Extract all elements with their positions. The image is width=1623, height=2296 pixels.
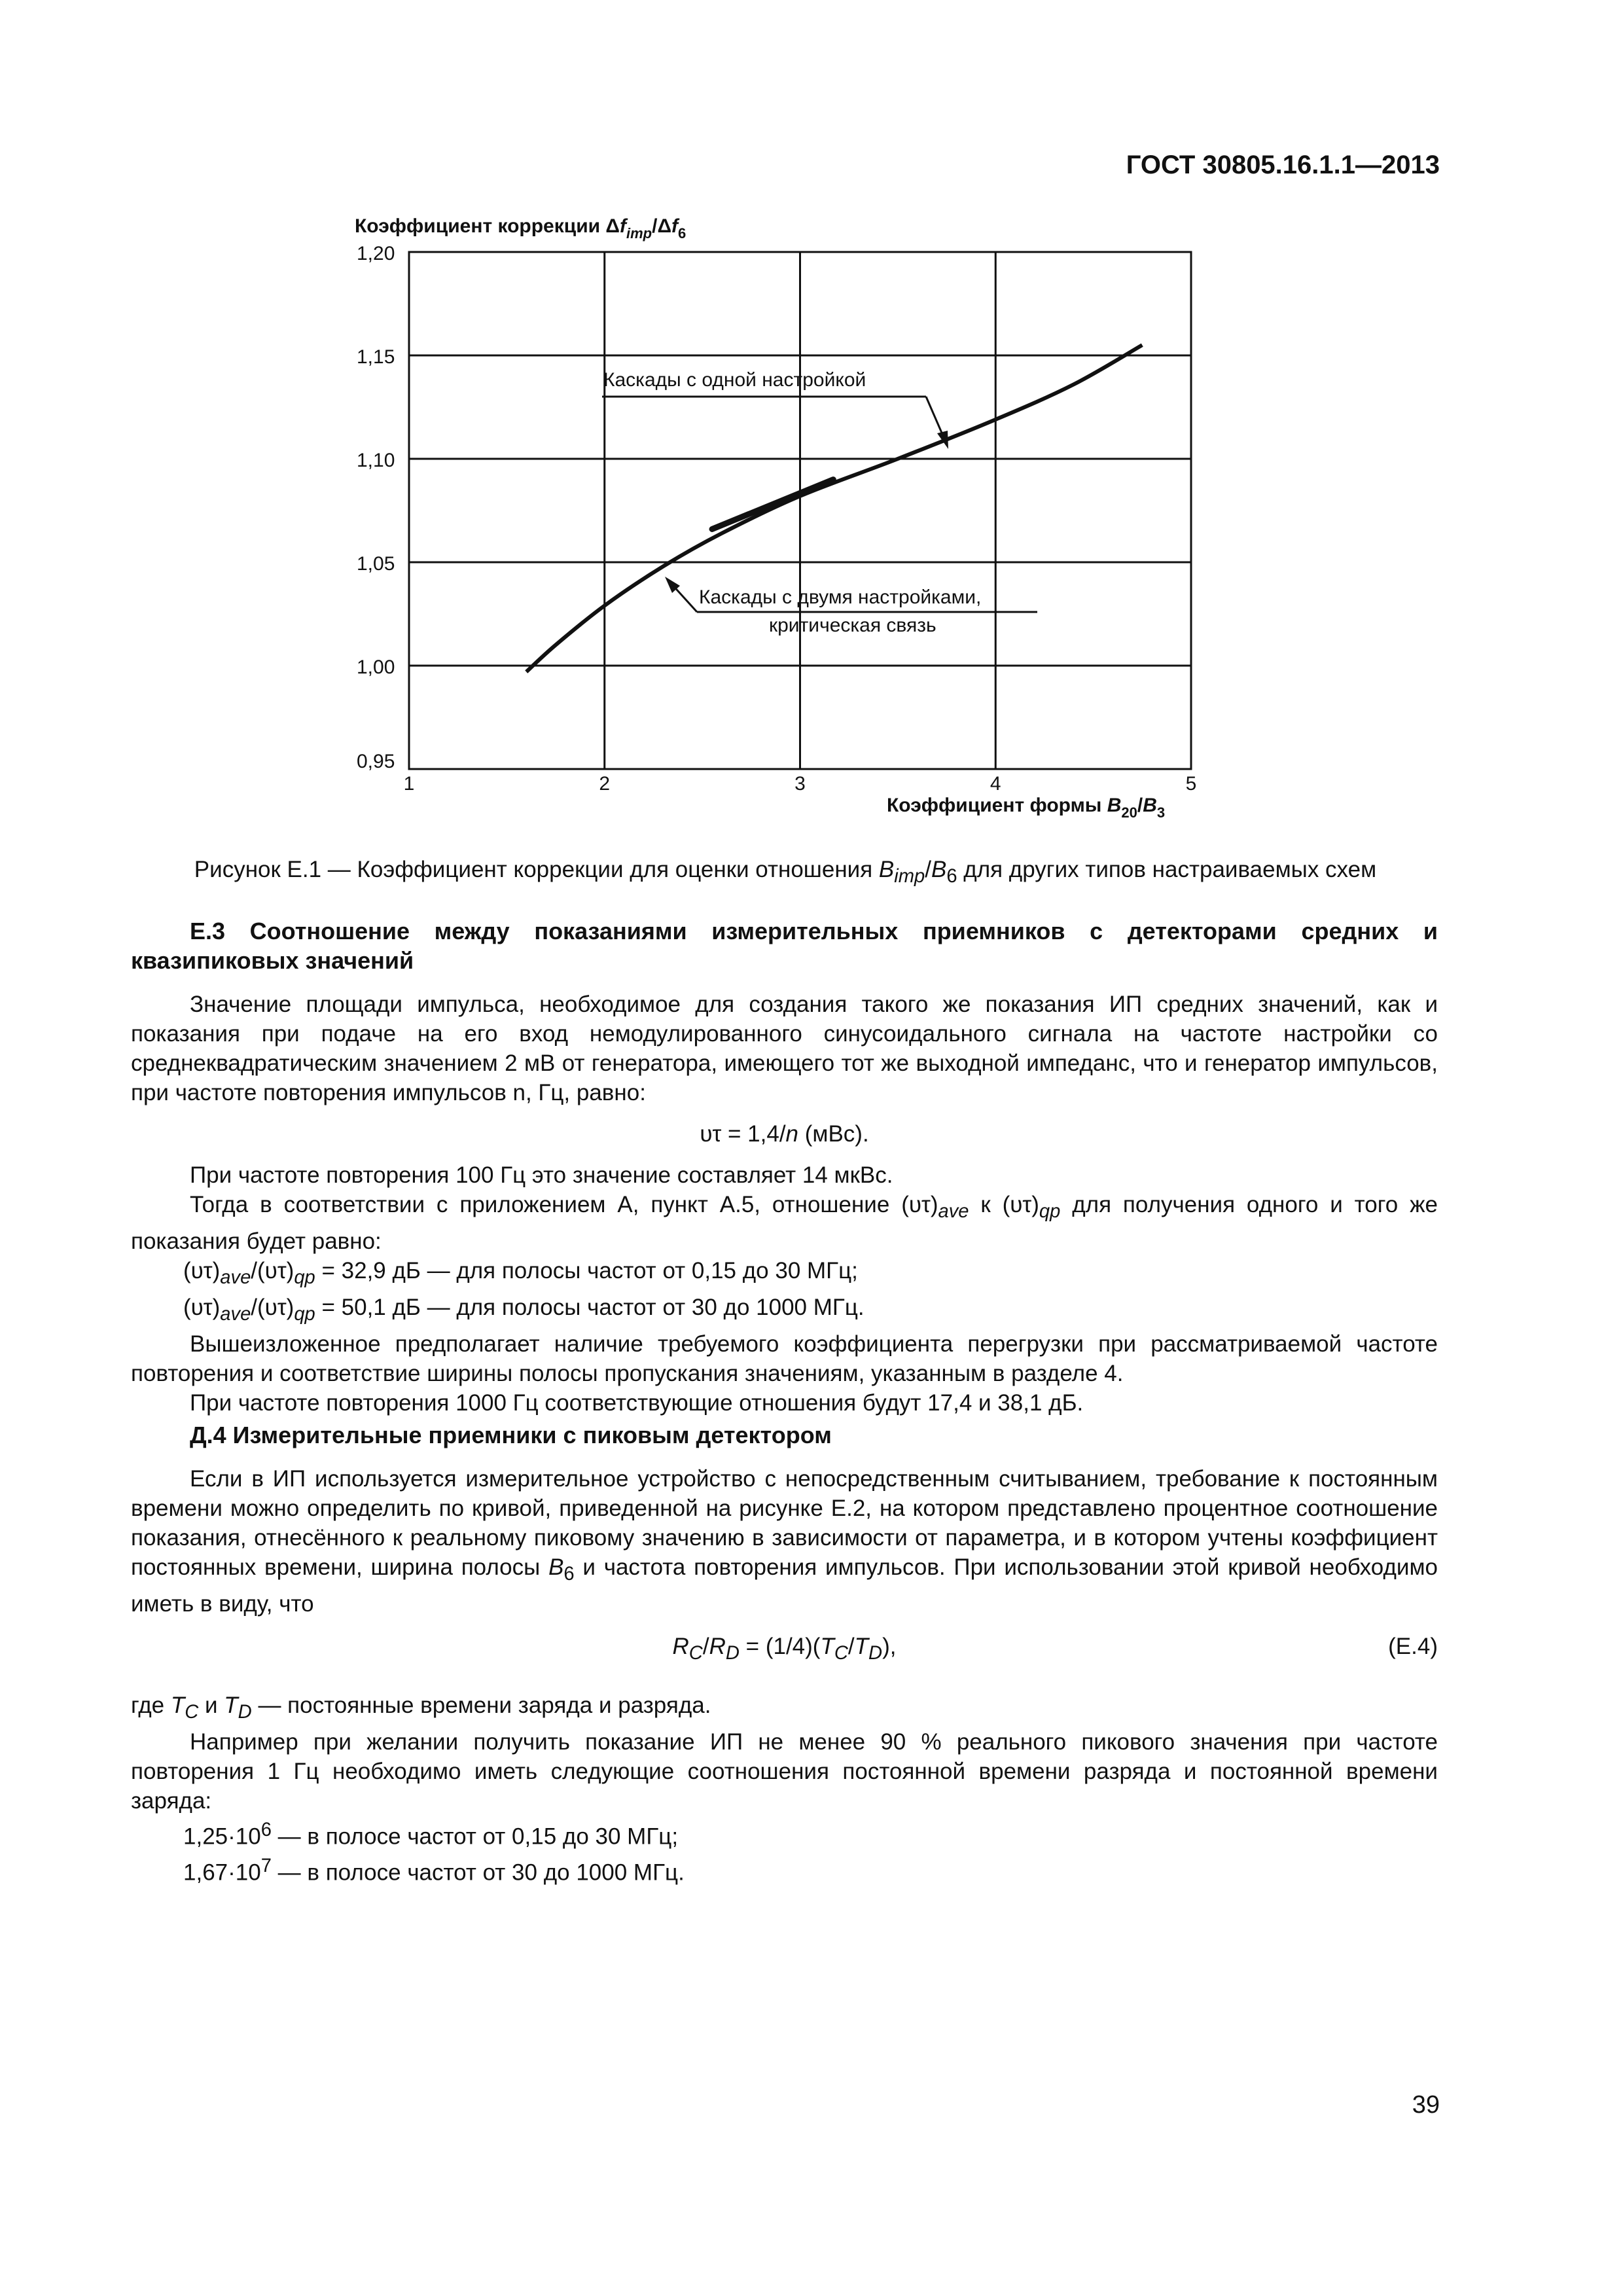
section-e3 — [131, 916, 1438, 1418]
section-d4-paragraph-1: Если в ИП используется измерительное устройство с непосредственным считыванием, требование к постоянным времени можно определить по кривой, приведенной на рисунке Е.2, на котором представлено процентное соотношение показания, отнесённого к реальному пиковому значению в зависимости от параметра, и в котором учтены коэффициент постоянных времени, ширина полосы $B_6$ и частота повторения импульсов. При использовании этой кривой необходимо иметь в виду, что — [131, 1466, 1438, 1617]
annotation-double-tuned-label-2: критическая связь — [769, 615, 936, 636]
document-header: ГОСТ 30805.16.1.1—2013 — [1126, 151, 1440, 179]
curve-double-tuned — [712, 480, 833, 529]
section-e3-paragraph-1: Значение площади импульса, необходимое для создания такого же показания ИП средних значений, как и показания при подаче на его вход немодулированного синусоидального сигнала на частоте настройки со среднеквадратическим значением 2 мВ от генератора, имеющего тот же выходной импеданс, что и генератор импульсов, при частоте повторения импульсов n, Гц, равно: — [131, 992, 1438, 1105]
annotation-double-tuned-label-1: Каскады с двумя настройками, — [699, 586, 982, 608]
x-tick-label: 4 — [990, 773, 1001, 795]
formula-e4-expression: $R_C/R_D = (1/4)(T_C/T_D)$, — [672, 1634, 897, 1664]
chart-title: Коэффициент коррекции $\Delta f_{imp}/\Delta f_6$ — [355, 215, 687, 242]
formula-e4-number: (Е.4) — [1388, 1634, 1438, 1659]
section-e3-paragraph-4: Вышеизложенное предполагает наличие требуемого коэффициента перегрузки при рассматриваемой частоте повторения и соответствие ширины полосы пропускания значениям, указанным в разделе 4. — [131, 1331, 1438, 1386]
formula-pulse-area: υτ = 1,4/n (мВс). — [700, 1121, 869, 1147]
annotation-double-tuned — [665, 577, 1037, 636]
ratio-value-2: $1,67\cdot 10^7$ — в полосе частот от 30 до 1000 МГц. — [183, 1855, 685, 1886]
y-tick-label: 1,20 — [357, 243, 395, 264]
annotation-single-tuned — [602, 369, 948, 449]
x-axis-label: Коэффициент формы $B_{20}/B_3$ — [887, 795, 1166, 821]
y-tick-label: 1,15 — [357, 346, 395, 368]
section-e3-paragraph-5: При частоте повторения 1000 Гц соответствующие отношения будут 17,4 и 38,1 дБ. — [190, 1390, 1084, 1416]
y-tick-labels — [357, 243, 395, 772]
ratio-line-2: $(\upsilon\tau)_{ave}/(\upsilon\tau)_{qp} = 50,1$ дБ — для полосы частот от 30 до 1000 МГц. — [183, 1295, 865, 1325]
figure-caption: Рисунок Е.1 — Коэффициент коррекции для оценки отношения $B_{imp}/B_6$ для других типов настраиваемых схем — [194, 857, 1377, 887]
correction-factor-chart — [340, 203, 1257, 831]
section-d4 — [131, 1420, 1438, 1887]
x-tick-label: 5 — [1185, 773, 1197, 795]
section-e3-heading: Е.3 Соотношение между показаниями измерительных приемников с детекторами средних и квазипиковых значений — [131, 918, 1438, 974]
chart-grid — [409, 252, 1191, 769]
x-tick-labels — [404, 773, 1197, 795]
y-tick-label: 1,05 — [357, 553, 395, 575]
section-d4-heading: Д.4 Измерительные приемники с пиковым детектором — [190, 1422, 832, 1448]
x-tick-label: 1 — [403, 773, 415, 795]
annotation-single-tuned-arrowhead — [937, 431, 948, 449]
formula-e4 — [131, 1632, 1438, 1677]
y-tick-label: 1,00 — [357, 656, 395, 678]
y-tick-label: 1,10 — [357, 450, 395, 471]
ratio-line-1: $(\upsilon\tau)_{ave}/(\upsilon\tau)_{qp} = 32,9$ дБ — для полосы частот от 0,15 до 30 МГц; — [183, 1258, 858, 1288]
section-e3-paragraph-2: При частоте повторения 100 Гц это значение составляет 14 мкВс. — [190, 1162, 893, 1188]
x-tick-label: 2 — [599, 773, 611, 795]
section-d4-paragraph-2: где $T_C$ и $T_D$ — постоянные времени заряда и разряда. — [131, 1693, 711, 1723]
section-e3-paragraph-3: Тогда в соответствии с приложением А, пункт А.5, отношение $(\upsilon\tau)_{ave}$ к $(\upsilon\tau)_{qp}$ для получения одного и того же показания будет равно: — [131, 1192, 1438, 1254]
y-tick-label: 0,95 — [357, 751, 395, 772]
x-tick-label: 3 — [794, 773, 806, 795]
ratio-value-1: $1,25\cdot 10^6$ — в полосе частот от 0,15 до 30 МГц; — [183, 1820, 679, 1850]
section-d4-paragraph-3: Например при желании получить показание ИП не менее 90 % реального пикового значения при частоте повторения 1 Гц необходимо иметь следующие соотношения постоянной времени разряда и постоянной времени заряда: — [131, 1729, 1438, 1814]
annotation-single-tuned-label: Каскады с одной настройкой — [603, 369, 866, 391]
page-number: 39 — [1412, 2091, 1440, 2119]
